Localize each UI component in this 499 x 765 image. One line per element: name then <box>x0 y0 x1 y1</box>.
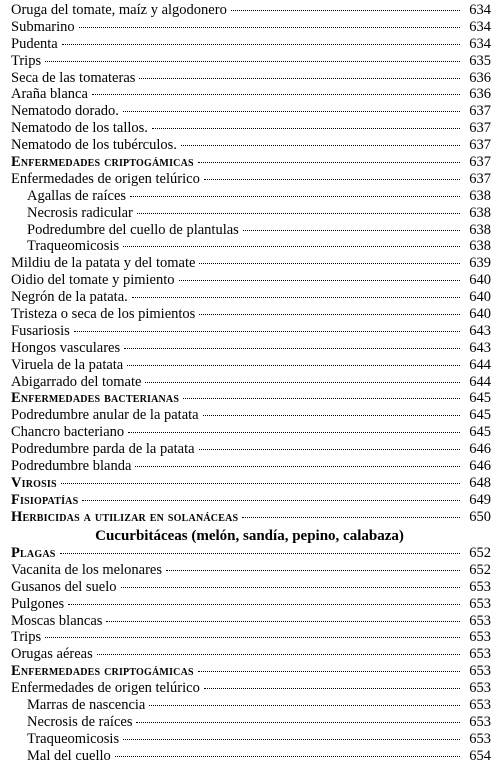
toc-entry <box>11 70 491 87</box>
dot-leader <box>136 721 460 723</box>
entry-title: Plagas <box>11 545 56 561</box>
entry-title: Orugas aéreas <box>11 646 93 663</box>
dot-leader <box>199 262 460 264</box>
page-number: 634 <box>469 18 491 35</box>
entry-title: Enfermedades de origen telúrico <box>11 170 200 187</box>
dot-leader <box>139 77 460 79</box>
entry-title: Seca de las tomateras <box>11 69 136 86</box>
dot-leader <box>115 755 460 757</box>
toc-section-entry <box>11 545 491 562</box>
page-number: 653 <box>469 697 491 714</box>
toc-entry <box>11 137 491 154</box>
toc-entry <box>11 289 491 306</box>
dot-leader <box>60 552 460 554</box>
toc-entry <box>11 188 491 205</box>
toc-entry <box>11 306 491 323</box>
entry-title: Podredumbre anular de la patata <box>11 407 199 424</box>
page-number: 634 <box>469 35 491 52</box>
toc-entry <box>11 596 491 613</box>
dot-leader <box>61 482 460 484</box>
dot-leader <box>82 499 460 501</box>
page-number: 637 <box>469 154 491 171</box>
dot-leader <box>183 397 460 399</box>
dot-leader <box>243 229 460 231</box>
dot-leader <box>181 144 460 146</box>
toc-list-cucurbitaceas <box>11 545 491 765</box>
toc-entry <box>11 579 491 596</box>
dot-leader <box>106 620 460 622</box>
toc-entry <box>11 272 491 289</box>
toc-entry <box>11 424 491 441</box>
entry-title: Necrosis de raíces <box>27 713 133 730</box>
toc-entry <box>11 86 491 103</box>
page-number: 640 <box>469 306 491 323</box>
dot-leader <box>62 43 460 45</box>
toc-entry <box>11 53 491 70</box>
dot-leader <box>242 516 460 518</box>
entry-title: Tristeza o seca de los pimientos <box>11 306 196 323</box>
toc-entry <box>11 2 491 19</box>
entry-title: Moscas blancas <box>11 612 103 629</box>
toc-entry <box>11 731 491 748</box>
page-number: 643 <box>469 322 491 339</box>
toc-entry <box>11 374 491 391</box>
entry-title: Nematodo dorado. <box>11 103 119 120</box>
toc-entry <box>11 714 491 731</box>
entry-title: Trips <box>11 629 42 646</box>
page-number: 646 <box>469 441 491 458</box>
dot-leader <box>199 448 460 450</box>
entry-title: Vacanita de los melonares <box>11 561 162 578</box>
toc-section-entry <box>11 154 491 171</box>
page-number: 636 <box>469 86 491 103</box>
dot-leader <box>137 212 460 214</box>
dot-leader <box>45 636 460 638</box>
dot-leader <box>198 670 460 672</box>
entry-title: Podredumbre blanda <box>11 458 132 475</box>
page-number: 654 <box>469 747 491 764</box>
page-number: 637 <box>469 170 491 187</box>
toc-entry <box>11 205 491 222</box>
page-number: 649 <box>469 491 491 508</box>
page-number: 644 <box>469 373 491 390</box>
page-number: 637 <box>469 137 491 154</box>
page-number: 638 <box>469 238 491 255</box>
entry-title: Traqueomicosis <box>27 238 120 255</box>
entry-title: Marras de nascencia <box>27 697 146 714</box>
entry-title: Traqueomicosis <box>27 730 120 747</box>
page-number: 640 <box>469 272 491 289</box>
page-number: 638 <box>469 221 491 238</box>
dot-leader <box>123 110 460 112</box>
page-number: 653 <box>469 612 491 629</box>
page-number: 653 <box>469 663 491 680</box>
page-number: 639 <box>469 255 491 272</box>
dot-leader <box>97 653 460 655</box>
dot-leader <box>204 178 460 180</box>
dot-leader <box>45 60 460 62</box>
page-number: 644 <box>469 356 491 373</box>
entry-title: Nematodo de los tubérculos. <box>11 137 177 154</box>
page-number: 653 <box>469 680 491 697</box>
page-number: 653 <box>469 578 491 595</box>
dot-leader <box>132 296 460 298</box>
page-number: 637 <box>469 103 491 120</box>
entry-title: Enfermedades bacterianas <box>11 390 180 407</box>
toc-list-solanaceas <box>11 2 491 526</box>
dot-leader <box>121 586 460 588</box>
entry-title: Fusariosis <box>11 322 70 339</box>
toc-section-entry <box>11 492 491 509</box>
entry-title: Nematodo de los tallos. <box>11 120 148 137</box>
toc-entry <box>11 748 491 765</box>
dot-leader <box>204 687 460 689</box>
page-number: 653 <box>469 730 491 747</box>
entry-title: Oidio del tomate y pimiento <box>11 272 175 289</box>
toc-entry <box>11 238 491 255</box>
entry-title: Negrón de la patata. <box>11 289 128 306</box>
page-number: 643 <box>469 339 491 356</box>
dot-leader <box>130 195 460 197</box>
toc-entry <box>11 697 491 714</box>
entry-title: Gusanos del suelo <box>11 578 117 595</box>
dot-leader <box>124 347 460 349</box>
entry-title: Pudenta <box>11 35 58 52</box>
entry-title: Araña blanca <box>11 86 88 103</box>
page-number: 645 <box>469 424 491 441</box>
page-number: 653 <box>469 595 491 612</box>
toc-section-entry <box>11 475 491 492</box>
dot-leader <box>203 414 460 416</box>
dot-leader <box>128 431 460 433</box>
page-number: 653 <box>469 713 491 730</box>
toc-entry <box>11 340 491 357</box>
entry-title: Enfermedades criptogámicas <box>11 663 194 680</box>
toc-entry <box>11 407 491 424</box>
dot-leader <box>123 245 460 247</box>
toc-entry <box>11 629 491 646</box>
entry-title: Virosis <box>11 474 57 491</box>
entry-title: Submarino <box>11 18 75 35</box>
page-number: 653 <box>469 646 491 663</box>
dot-leader <box>145 381 460 383</box>
page-number: 645 <box>469 407 491 424</box>
page-number: 634 <box>469 2 491 18</box>
toc-section-entry <box>11 663 491 680</box>
dot-leader <box>68 603 460 605</box>
page-number: 653 <box>469 629 491 646</box>
page-number: 648 <box>469 474 491 491</box>
section-heading: Cucurbitáceas (melón, sandía, pepino, calabaza) <box>95 528 404 544</box>
toc-entry <box>11 171 491 188</box>
dot-leader <box>127 364 460 366</box>
entry-title: Agallas de raíces <box>27 187 127 204</box>
toc-entry <box>11 323 491 340</box>
page-number: 652 <box>469 545 491 561</box>
dot-leader <box>79 26 460 28</box>
entry-title: Fisiopatías <box>11 491 79 508</box>
entry-title: Mal del cuello <box>27 747 111 764</box>
dot-leader <box>149 704 460 706</box>
page-number: 652 <box>469 561 491 578</box>
entry-title: Mildiu de la patata y del tomate <box>11 255 196 272</box>
entry-title: Enfermedades de origen telúrico <box>11 680 200 697</box>
page-number: 638 <box>469 187 491 204</box>
entry-title: Podredumbre del cuello de plantulas <box>27 221 239 238</box>
toc-entry <box>11 357 491 374</box>
page-number: 645 <box>469 390 491 407</box>
page-number: 635 <box>469 52 491 69</box>
entry-title: Trips <box>11 52 42 69</box>
page-number: 640 <box>469 289 491 306</box>
dot-leader <box>74 330 460 332</box>
page-number: 646 <box>469 458 491 475</box>
toc-entry <box>11 255 491 272</box>
page-number: 636 <box>469 69 491 86</box>
entry-title: Enfermedades criptogámicas <box>11 154 194 171</box>
dot-leader <box>198 161 460 163</box>
page-number: 650 <box>469 508 491 525</box>
dot-leader <box>152 127 460 129</box>
toc-entry <box>11 646 491 663</box>
toc-entry <box>11 458 491 475</box>
dot-leader <box>231 9 460 11</box>
toc-entry <box>11 36 491 53</box>
toc-entry <box>11 120 491 137</box>
toc-section-entry <box>11 390 491 407</box>
entry-title: Viruela de la patata <box>11 356 124 373</box>
toc-entry <box>11 680 491 697</box>
entry-title: Podredumbre parda de la patata <box>11 441 195 458</box>
dot-leader <box>123 738 460 740</box>
page-number: 637 <box>469 120 491 137</box>
toc-entry <box>11 103 491 120</box>
toc-entry <box>11 222 491 239</box>
entry-title: Oruga del tomate, maíz y algodonero <box>11 2 227 18</box>
dot-leader <box>166 569 460 571</box>
dot-leader <box>199 313 460 315</box>
page-number: 638 <box>469 204 491 221</box>
toc-section-entry <box>11 509 491 526</box>
entry-title: Pulgones <box>11 595 65 612</box>
entry-title: Herbicidas a utilizar en solanáceas <box>11 508 239 525</box>
entry-title: Chancro bacteriano <box>11 424 125 441</box>
dot-leader <box>179 279 460 281</box>
dot-leader <box>92 93 460 95</box>
entry-title: Hongos vasculares <box>11 339 121 356</box>
toc-entry <box>11 441 491 458</box>
dot-leader <box>135 465 460 467</box>
toc-entry <box>11 562 491 579</box>
entry-title: Abigarrado del tomate <box>11 373 142 390</box>
toc-entry <box>11 19 491 36</box>
toc-entry <box>11 613 491 630</box>
entry-title: Necrosis radicular <box>27 204 133 221</box>
